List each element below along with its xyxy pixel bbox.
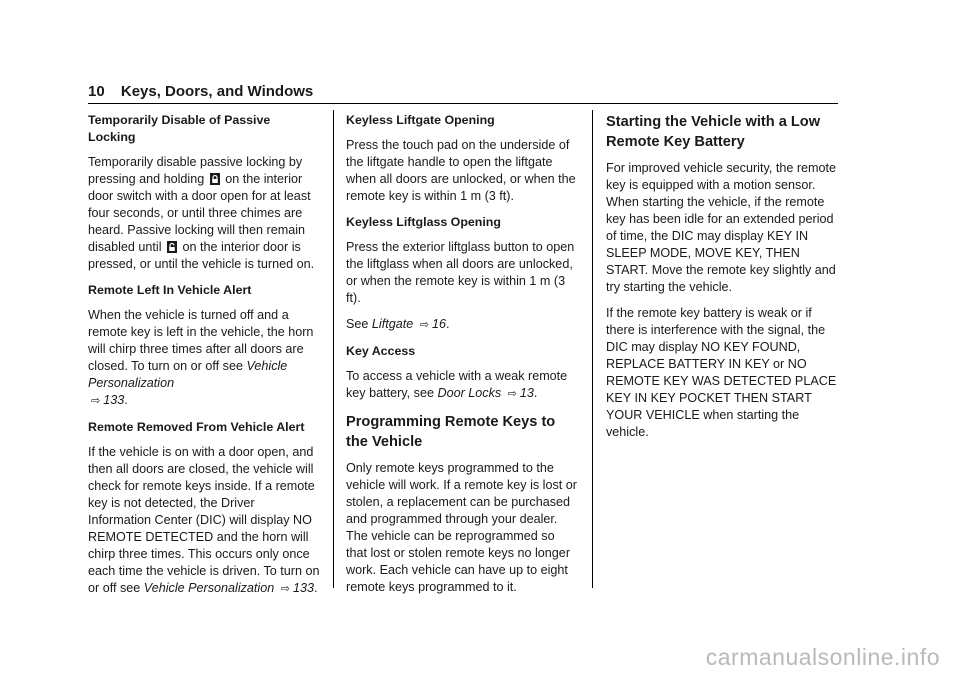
subheading-temp-disable: Temporarily Disable of Passive Locking bbox=[88, 113, 271, 144]
text-span: When the vehicle is turned off and a remote key is left in the vehicle, the horn will chirp three times after all doors are closed. To turn on or off see bbox=[88, 308, 314, 373]
subheading-remote-removed: Remote Removed From Vehicle Alert bbox=[88, 420, 305, 434]
page-reference-arrow-icon: ⇨ bbox=[280, 583, 290, 595]
text-span: If the vehicle is on with a door open, and then all doors are closed, the vehicle will check for remote keys inside. If a remote key is not detected, the Driver Information Center (DIC) will display NO REMOTE DETECTED and the horn will chirp three times. This occurs only once each time the vehicle is driven. To turn on or off see bbox=[88, 445, 320, 595]
page-reference-arrow-icon: ⇨ bbox=[91, 395, 101, 407]
heading-low-battery: Starting the Vehicle with a Low Remote Key Battery bbox=[606, 114, 821, 150]
ref-door-locks[interactable]: Door Locks bbox=[437, 386, 502, 400]
text-span: See bbox=[346, 317, 369, 331]
section-title: Keys, Doors, and Windows bbox=[120, 83, 314, 100]
ref-page-number[interactable]: 133 bbox=[292, 581, 314, 595]
subheading-liftgate: Keyless Liftgate Opening bbox=[346, 113, 495, 127]
paragraph-programming: Only remote keys programmed to the vehicle will work. If a remote key is lost or stolen, a replacement can be purchased and programmed through your dealer. The vehicle can be reprogrammed so that lost or stolen remote keys no longer work. Each vehicle can have up to eight remote keys programmed to it. bbox=[346, 461, 577, 594]
subheading-remote-left: Remote Left In Vehicle Alert bbox=[88, 283, 252, 297]
ref-liftgate[interactable]: Liftgate bbox=[371, 317, 414, 331]
page-number: 10 bbox=[88, 83, 105, 100]
paragraph-see-liftgate: See Liftgate ⇨ 16. bbox=[346, 317, 450, 331]
column-divider-2 bbox=[592, 110, 593, 588]
column-2 bbox=[346, 112, 578, 605]
page-reference-arrow-icon: ⇨ bbox=[419, 319, 429, 331]
ref-page-number[interactable]: 13 bbox=[519, 386, 534, 400]
ref-page-number[interactable]: 16 bbox=[431, 317, 446, 331]
column-3 bbox=[606, 112, 838, 450]
paragraph-temp-disable bbox=[88, 154, 320, 273]
header-rule bbox=[88, 103, 838, 104]
subheading-liftglass: Keyless Liftglass Opening bbox=[346, 215, 501, 229]
ref-vehicle-personalization[interactable]: Vehicle Personalization bbox=[88, 359, 288, 390]
paragraph-remote-left: When the vehicle is turned off and a remote key is left in the vehicle, the horn will chirp three times after all doors are closed. To turn on or off see Vehicle Personalization ⇨ 133. bbox=[88, 308, 314, 407]
unlock-icon bbox=[167, 241, 177, 253]
ref-page-number[interactable]: 133 bbox=[103, 393, 125, 407]
subheading-key-access: Key Access bbox=[346, 344, 416, 358]
text-span: on the interior door switch with a door open for at least four seconds, or until three chimes are heard. Passive locking will then remain disabled until bbox=[88, 172, 311, 254]
column-divider-1 bbox=[333, 110, 334, 588]
page-header bbox=[88, 82, 838, 102]
paragraph-liftglass: Press the exterior liftglass button to open the liftglass when all doors are unlocked, or when the remote key is within 1 m (3 ft). bbox=[346, 240, 575, 305]
text-span: on the interior door is pressed, or until the vehicle is turned on. bbox=[88, 240, 315, 271]
lock-icon bbox=[210, 173, 220, 185]
paragraph-key-access: To access a vehicle with a weak remote key battery, see Door Locks ⇨ 13. bbox=[346, 369, 568, 400]
watermark: carmanualsonline.info bbox=[705, 644, 940, 670]
heading-programming: Programming Remote Keys to the Vehicle bbox=[346, 414, 556, 450]
paragraph-remote-removed: If the vehicle is on with a door open, and then all doors are closed, the vehicle will check for remote keys inside. If a remote key is not detected, the Driver Information Center (DIC) will display NO REMOTE DETECTED and the horn will chirp three times. This occurs only once each time the vehicle is driven. To turn on or off see Vehicle Personalization ⇨ 133. bbox=[88, 445, 320, 595]
column-1 bbox=[88, 112, 320, 607]
paragraph-low-battery-2: If the remote key battery is weak or if there is interference with the signal, the DIC may display NO KEY FOUND, REPLACE BATTERY IN KEY or NO REMOTE KEY WAS DETECTED PLACE KEY IN KEY POCKET THEN START YOUR VEHICLE when starting the vehicle. bbox=[606, 306, 837, 439]
text-span: Temporarily disable passive locking by pressing and holding bbox=[88, 155, 303, 186]
ref-vehicle-personalization[interactable]: Vehicle Personalization bbox=[143, 581, 275, 595]
text-span: To access a vehicle with a weak remote key battery, see bbox=[346, 369, 568, 400]
paragraph-liftgate: Press the touch pad on the underside of the liftgate handle to open the liftgate when all doors are unlocked, or when the remote key is within 1 m (3 ft). bbox=[346, 138, 576, 203]
paragraph-low-battery-1: For improved vehicle security, the remote key is equipped with a motion sensor. When starting the vehicle, if the remote key has been idle for an extended period of time, the DIC may display KEY IN SLEEP MODE, MOVE KEY, THEN START. Move the remote key slightly and try starting the vehicle. bbox=[606, 161, 837, 294]
page-reference-arrow-icon: ⇨ bbox=[507, 388, 517, 400]
